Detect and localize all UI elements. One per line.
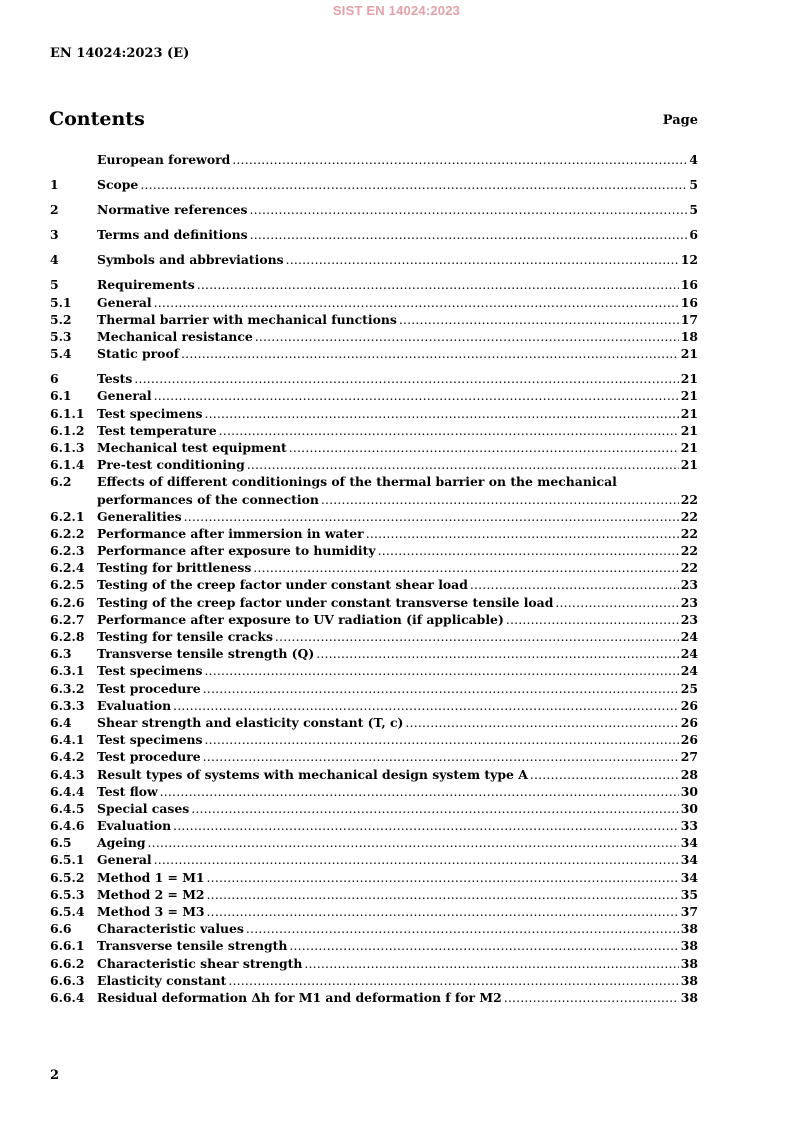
toc-entry-number: 5.1 bbox=[50, 294, 72, 310]
toc-entry[interactable] bbox=[50, 525, 698, 542]
toc-entry-number: 2 bbox=[50, 202, 59, 218]
toc-entry-title: Method 3 = M3 bbox=[97, 904, 205, 920]
toc-entry-page: 21 bbox=[680, 371, 698, 387]
toc-entry[interactable] bbox=[50, 869, 698, 886]
toc-entry[interactable] bbox=[50, 903, 698, 920]
toc-entry-page: 21 bbox=[680, 422, 698, 438]
toc-entry-title: Evaluation bbox=[97, 818, 172, 834]
toc-entry-number: 6.5 bbox=[50, 835, 72, 851]
toc-dot-leader bbox=[250, 226, 688, 243]
toc-entry-title: Test specimens bbox=[97, 405, 203, 421]
toc-entry[interactable] bbox=[50, 920, 698, 937]
toc-entry[interactable] bbox=[50, 576, 698, 593]
toc-entry[interactable] bbox=[50, 851, 698, 868]
toc-dot-leader bbox=[253, 559, 678, 576]
toc-entry-title: Transverse tensile strength (Q) bbox=[97, 646, 315, 662]
toc-entry-page: 34 bbox=[680, 869, 698, 885]
toc-entry[interactable] bbox=[50, 294, 698, 311]
toc-entry[interactable] bbox=[50, 731, 698, 748]
toc-entry-title: Special cases bbox=[97, 800, 190, 816]
toc-entry-title: Testing of the creep factor under constant shear load bbox=[97, 577, 468, 593]
toc-entry-number: 4 bbox=[50, 252, 59, 268]
toc-entry-title: Ageing bbox=[97, 835, 146, 851]
toc-entry[interactable] bbox=[50, 201, 698, 218]
toc-entry-page: 16 bbox=[680, 294, 698, 310]
toc-entry[interactable] bbox=[50, 276, 698, 293]
toc-dot-leader bbox=[399, 311, 679, 328]
toc-entry-page: 18 bbox=[680, 328, 698, 344]
toc-entry-number: 6.5.4 bbox=[50, 904, 85, 920]
toc-entry[interactable] bbox=[50, 439, 698, 456]
toc-entry[interactable] bbox=[50, 456, 698, 473]
page-column-label: Page bbox=[662, 113, 698, 128]
toc-entry-title: Mechanical resistance bbox=[97, 328, 253, 344]
toc-entry-page: 30 bbox=[680, 783, 698, 799]
toc-entry[interactable] bbox=[50, 491, 698, 508]
toc-entry-page: 21 bbox=[680, 388, 698, 404]
toc-entry-title: Effects of different conditionings of the thermal barrier on the mechanical bbox=[97, 474, 617, 490]
toc-entry-page: 12 bbox=[680, 252, 698, 268]
toc-entry-number: 6.2.8 bbox=[50, 629, 85, 645]
toc-entry-number: 5.4 bbox=[50, 346, 72, 362]
toc-entry-title: Characteristic values bbox=[97, 921, 244, 937]
toc-entry-page: 26 bbox=[680, 732, 698, 748]
toc-entry-title: Residual deformation Δh for M1 and deformation f for M2 bbox=[97, 989, 502, 1005]
toc-dot-leader bbox=[286, 251, 679, 268]
toc-dot-leader bbox=[173, 697, 679, 714]
toc-dot-leader bbox=[207, 903, 679, 920]
toc-entry-page: 34 bbox=[680, 852, 698, 868]
toc-entry-title: Method 1 = M1 bbox=[97, 869, 205, 885]
toc-dot-leader bbox=[255, 328, 679, 345]
toc-entry-number: 6.6.4 bbox=[50, 989, 85, 1005]
toc-dot-leader bbox=[289, 439, 679, 456]
toc-entry-page: 21 bbox=[680, 346, 698, 362]
page-title: Contents bbox=[49, 108, 145, 130]
toc-entry-page: 6 bbox=[689, 227, 698, 243]
toc-dot-leader bbox=[405, 714, 678, 731]
toc-entry-title: Test procedure bbox=[97, 680, 201, 696]
toc-entry-title: Test specimens bbox=[97, 732, 203, 748]
toc-entry-title: Performance after immersion in water bbox=[97, 525, 364, 541]
toc-entry-number: 6.2.5 bbox=[50, 577, 85, 593]
toc-entry-page: 21 bbox=[680, 439, 698, 455]
toc-entry[interactable] bbox=[50, 783, 698, 800]
toc-entry[interactable] bbox=[50, 714, 698, 731]
toc-entry[interactable] bbox=[50, 955, 698, 972]
toc-entry-number: 6.1.1 bbox=[50, 405, 85, 421]
toc-entry[interactable] bbox=[50, 989, 698, 1006]
toc-entry-number: 3 bbox=[50, 227, 59, 243]
toc-entry-number: 6.3.3 bbox=[50, 697, 85, 713]
page-number: 2 bbox=[50, 1068, 60, 1083]
table-of-contents bbox=[50, 151, 698, 1006]
toc-entry-title: Test flow bbox=[97, 783, 158, 799]
toc-entry-number: 5.3 bbox=[50, 328, 72, 344]
toc-dot-leader bbox=[204, 662, 678, 679]
toc-dot-leader bbox=[316, 645, 679, 662]
toc-entry[interactable] bbox=[50, 328, 698, 345]
toc-entry[interactable] bbox=[50, 473, 698, 490]
toc-entry-page: 38 bbox=[680, 938, 698, 954]
toc-entry-number: 6.1 bbox=[50, 388, 72, 404]
toc-entry-number: 6.4 bbox=[50, 714, 72, 730]
toc-entry-page: 21 bbox=[680, 405, 698, 421]
toc-entry-title: Method 2 = M2 bbox=[97, 886, 205, 902]
toc-entry[interactable] bbox=[50, 594, 698, 611]
toc-entry-title: General bbox=[97, 388, 152, 404]
toc-entry-page: 16 bbox=[680, 277, 698, 293]
toc-entry-title: Performance after exposure to humidity bbox=[97, 543, 376, 559]
toc-dot-leader bbox=[470, 576, 679, 593]
toc-entry-page: 38 bbox=[680, 972, 698, 988]
toc-dot-leader bbox=[148, 834, 679, 851]
toc-entry[interactable] bbox=[50, 370, 698, 387]
toc-entry-page: 27 bbox=[680, 749, 698, 765]
toc-entry-number: 6.2.6 bbox=[50, 594, 85, 610]
toc-dot-leader bbox=[246, 920, 679, 937]
toc-entry-title: performances of the connection bbox=[97, 491, 319, 507]
toc-entry-number: 6.5.3 bbox=[50, 886, 85, 902]
toc-entry-page: 38 bbox=[680, 955, 698, 971]
toc-entry-number: 6.2 bbox=[50, 474, 72, 490]
toc-entry[interactable] bbox=[50, 766, 698, 783]
toc-dot-leader bbox=[219, 422, 679, 439]
toc-entry-number: 6.6.3 bbox=[50, 972, 85, 988]
toc-entry-title: Transverse tensile strength bbox=[97, 938, 288, 954]
toc-entry-title: Testing of the creep factor under constant transverse tensile load bbox=[97, 594, 554, 610]
toc-entry[interactable] bbox=[50, 405, 698, 422]
toc-dot-leader bbox=[204, 731, 678, 748]
toc-entry[interactable] bbox=[50, 628, 698, 645]
toc-dot-leader bbox=[321, 491, 679, 508]
toc-entry-page: 28 bbox=[680, 766, 698, 782]
toc-entry[interactable] bbox=[50, 508, 698, 525]
toc-entry-title: Terms and definitions bbox=[97, 227, 248, 243]
toc-entry-page: 22 bbox=[680, 508, 698, 524]
toc-entry-title: Scope bbox=[97, 177, 139, 193]
toc-entry[interactable] bbox=[50, 697, 698, 714]
toc-entry-page: 24 bbox=[680, 663, 698, 679]
toc-dot-leader bbox=[173, 817, 679, 834]
toc-entry-page: 22 bbox=[680, 525, 698, 541]
toc-entry-number: 6.2.2 bbox=[50, 525, 85, 541]
toc-entry[interactable] bbox=[50, 611, 698, 628]
toc-entry-page: 22 bbox=[680, 560, 698, 576]
toc-entry-number: 6.4.3 bbox=[50, 766, 85, 782]
toc-dot-leader bbox=[154, 294, 679, 311]
toc-entry-page: 24 bbox=[680, 646, 698, 662]
toc-dot-leader bbox=[204, 405, 678, 422]
toc-entry-number: 6.2.4 bbox=[50, 560, 85, 576]
toc-dot-leader bbox=[289, 937, 678, 954]
toc-entry-page: 23 bbox=[680, 594, 698, 610]
toc-dot-leader bbox=[203, 680, 679, 697]
toc-entry-title: General bbox=[97, 294, 152, 310]
toc-dot-leader bbox=[232, 151, 687, 168]
toc-entry-page: 33 bbox=[680, 818, 698, 834]
toc-entry-page: 5 bbox=[689, 177, 698, 193]
toc-entry-number: 6.2.1 bbox=[50, 508, 85, 524]
toc-entry-number: 6.4.5 bbox=[50, 800, 85, 816]
toc-entry-page: 17 bbox=[680, 311, 698, 327]
toc-entry-title: Test procedure bbox=[97, 749, 201, 765]
toc-entry-number: 6.1.4 bbox=[50, 457, 85, 473]
toc-entry-page: 23 bbox=[680, 611, 698, 627]
toc-entry-title: Normative references bbox=[97, 202, 248, 218]
toc-entry-number: 6.3.2 bbox=[50, 680, 85, 696]
toc-entry-title: Pre-test conditioning bbox=[97, 457, 245, 473]
toc-entry-number: 1 bbox=[50, 177, 59, 193]
toc-entry-number: 5.2 bbox=[50, 311, 72, 327]
toc-entry-number: 6 bbox=[50, 371, 59, 387]
toc-dot-leader bbox=[506, 611, 679, 628]
toc-entry-title: Result types of systems with mechanical design system type A bbox=[97, 766, 528, 782]
toc-entry-title: Requirements bbox=[97, 277, 195, 293]
toc-entry-number: 6.6.2 bbox=[50, 955, 85, 971]
toc-dot-leader bbox=[207, 869, 679, 886]
toc-entry-title: Evaluation bbox=[97, 697, 172, 713]
toc-entry[interactable] bbox=[50, 886, 698, 903]
toc-entry-number: 6.3 bbox=[50, 646, 72, 662]
toc-entry[interactable] bbox=[50, 542, 698, 559]
toc-entry-title: Generalities bbox=[97, 508, 182, 524]
toc-entry-page: 35 bbox=[680, 886, 698, 902]
toc-entry-page: 34 bbox=[680, 835, 698, 851]
toc-entry-number: 6.2.7 bbox=[50, 611, 85, 627]
toc-dot-leader bbox=[207, 886, 679, 903]
toc-entry-page: 24 bbox=[680, 629, 698, 645]
toc-entry-page: 37 bbox=[680, 904, 698, 920]
toc-entry[interactable] bbox=[50, 680, 698, 697]
toc-entry[interactable] bbox=[50, 311, 698, 328]
watermark: SIST EN 14024:2023 bbox=[332, 3, 461, 18]
toc-entry-title: Test temperature bbox=[97, 422, 217, 438]
toc-dot-leader bbox=[154, 387, 679, 404]
toc-entry-number: 6.5.2 bbox=[50, 869, 85, 885]
toc-entry-number: 6.6.1 bbox=[50, 938, 85, 954]
toc-entry[interactable] bbox=[50, 645, 698, 662]
document-id: EN 14024:2023 (E) bbox=[50, 46, 190, 61]
toc-entry[interactable] bbox=[50, 345, 698, 362]
toc-dot-leader bbox=[555, 594, 678, 611]
toc-entry[interactable] bbox=[50, 937, 698, 954]
toc-entry-title: Elasticity constant bbox=[97, 972, 227, 988]
toc-entry-number: 6.4.1 bbox=[50, 732, 85, 748]
toc-entry[interactable] bbox=[50, 834, 698, 851]
toc-dot-leader bbox=[304, 955, 678, 972]
toc-entry-page: 30 bbox=[680, 800, 698, 816]
toc-dot-leader bbox=[530, 766, 679, 783]
toc-entry-number: 6.1.3 bbox=[50, 439, 85, 455]
toc-entry-page: 4 bbox=[689, 152, 698, 167]
toc-entry[interactable] bbox=[50, 972, 698, 989]
toc-entry-title: Test specimens bbox=[97, 663, 203, 679]
toc-dot-leader bbox=[203, 748, 679, 765]
toc-entry-page: 5 bbox=[689, 202, 698, 218]
toc-entry-page: 38 bbox=[680, 921, 698, 937]
toc-entry-number: 6.6 bbox=[50, 921, 72, 937]
toc-dot-leader bbox=[140, 176, 687, 193]
toc-entry-title: Thermal barrier with mechanical functions bbox=[97, 311, 397, 327]
toc-entry-title: Testing for brittleness bbox=[97, 560, 252, 576]
toc-entry[interactable] bbox=[50, 800, 698, 817]
toc-entry[interactable] bbox=[50, 559, 698, 576]
toc-entry[interactable] bbox=[50, 748, 698, 765]
toc-entry-title: Performance after exposure to UV radiation (if applicable) bbox=[97, 611, 504, 627]
toc-entry-page: 38 bbox=[680, 989, 698, 1005]
toc-entry-number: 6.2.3 bbox=[50, 543, 85, 559]
toc-entry-page: 21 bbox=[680, 457, 698, 473]
toc-entry-title: European foreword bbox=[97, 152, 231, 167]
toc-entry-page: 22 bbox=[680, 491, 698, 507]
toc-entry-number: 6.4.6 bbox=[50, 818, 85, 834]
toc-entry-number: 5 bbox=[50, 277, 59, 293]
toc-entry-title: Testing for tensile cracks bbox=[97, 629, 273, 645]
toc-entry[interactable] bbox=[50, 251, 698, 268]
toc-dot-leader bbox=[366, 525, 679, 542]
toc-dot-leader bbox=[228, 972, 678, 989]
toc-dot-leader bbox=[181, 345, 679, 362]
toc-dot-leader bbox=[191, 800, 679, 817]
toc-entry-title: Characteristic shear strength bbox=[97, 955, 303, 971]
toc-entry[interactable] bbox=[50, 662, 698, 679]
toc-entry-number: 6.3.1 bbox=[50, 663, 85, 679]
toc-dot-leader bbox=[197, 276, 679, 293]
toc-entry-title: General bbox=[97, 852, 152, 868]
toc-dot-leader bbox=[154, 851, 679, 868]
toc-entry[interactable] bbox=[50, 422, 698, 439]
toc-entry-number: 6.1.2 bbox=[50, 422, 85, 438]
toc-entry-page: 25 bbox=[680, 680, 698, 696]
toc-dot-leader bbox=[134, 370, 678, 387]
toc-entry[interactable] bbox=[50, 387, 698, 404]
toc-entry[interactable] bbox=[50, 151, 698, 168]
toc-entry-page: 22 bbox=[680, 543, 698, 559]
toc-entry[interactable] bbox=[50, 176, 698, 193]
toc-dot-leader bbox=[504, 989, 679, 1006]
toc-dot-leader bbox=[247, 456, 679, 473]
toc-dot-leader bbox=[378, 542, 679, 559]
toc-entry-page: 23 bbox=[680, 577, 698, 593]
toc-dot-leader bbox=[160, 783, 679, 800]
toc-dot-leader bbox=[250, 201, 688, 218]
toc-entry-number: 6.4.2 bbox=[50, 749, 85, 765]
toc-dot-leader bbox=[275, 628, 679, 645]
toc-entry-page: 26 bbox=[680, 697, 698, 713]
toc-entry-number: 6.4.4 bbox=[50, 783, 85, 799]
toc-entry-title: Static proof bbox=[97, 346, 180, 362]
toc-entry-title: Mechanical test equipment bbox=[97, 439, 287, 455]
toc-entry[interactable] bbox=[50, 226, 698, 243]
toc-entry-title: Shear strength and elasticity constant (T, c) bbox=[97, 714, 404, 730]
toc-entry-number: 6.5.1 bbox=[50, 852, 85, 868]
toc-entry-page: 26 bbox=[680, 714, 698, 730]
toc-dot-leader bbox=[184, 508, 679, 525]
toc-entry-title: Symbols and abbreviations bbox=[97, 252, 284, 268]
toc-entry[interactable] bbox=[50, 817, 698, 834]
toc-entry-title: Tests bbox=[97, 371, 133, 387]
